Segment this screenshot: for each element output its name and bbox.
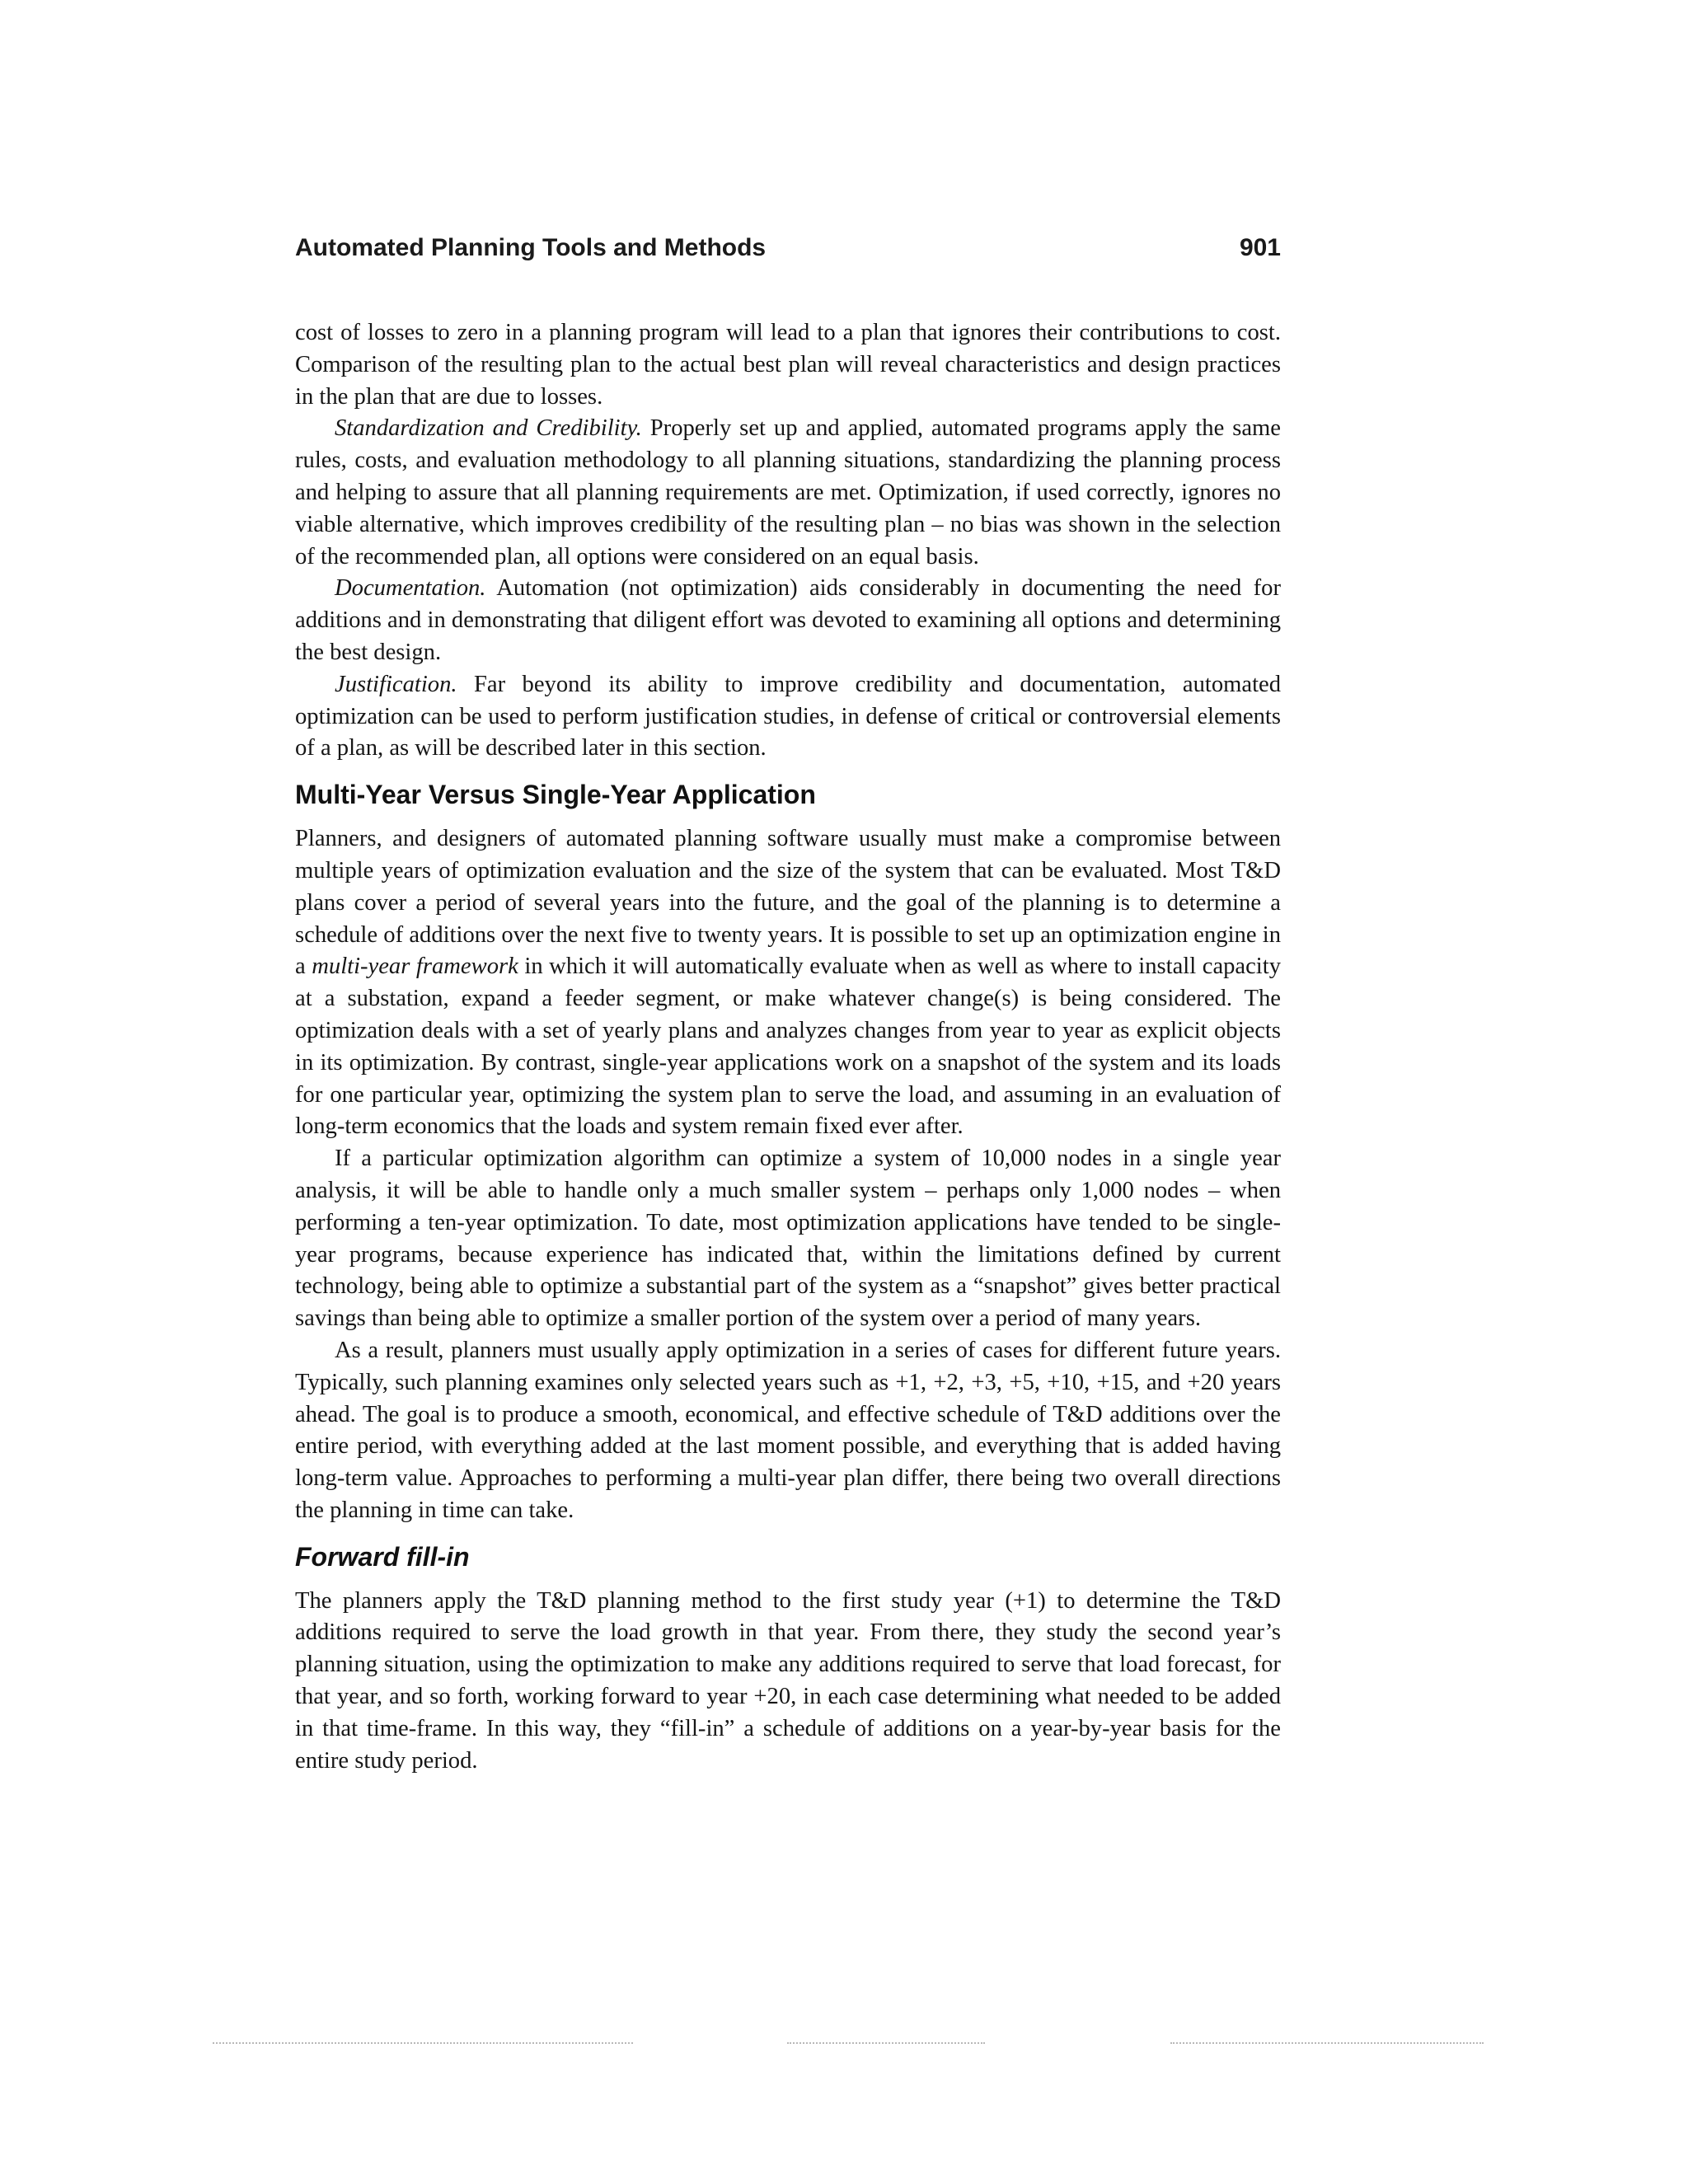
emphasis-text: multi-year framework bbox=[312, 954, 518, 980]
run-in-heading: Justification. bbox=[335, 671, 457, 697]
page-header bbox=[295, 234, 1281, 270]
paragraph-text: Planners, and designers of automated planning software usually must make a compromise between multiple years of optimization evaluation and the size of the system that can be evaluated. Most T&D plans cover a period of several years into the future, and the goal of the planning is to determine a schedule of additions over the next five to twenty years. It is possible to set up an optimization engine in a bbox=[295, 826, 1281, 980]
scan-artifact-line bbox=[1170, 2042, 1484, 2044]
body-paragraph bbox=[295, 413, 1281, 573]
page-number: 901 bbox=[1239, 234, 1281, 261]
body-paragraph bbox=[295, 1143, 1281, 1335]
running-title: Automated Planning Tools and Methods bbox=[295, 234, 767, 261]
body-paragraph bbox=[295, 1335, 1281, 1527]
paragraph-text: As a result, planners must usually apply optimization in a series of cases for different future years. Typically, such planning examines only selected years such as +1, +2, +3, +5, +10, +15, and +20 years ahead. The goal is to produce a smooth, economical, and effective schedule of T&D additions over the entire period, with everything added at the last moment possible, and everything that is added having long-term value. Approaches to performing a multi-year plan differ, there being two overall directions the planning in time can take. bbox=[295, 1337, 1281, 1523]
paragraph-text: in which it will automatically evaluate when as well as where to install capacity at a substation, expand a feeder segment, or make whatever change(s) is being considered. The optimization deals with a set of yearly plans and analyzes changes from year to year as explicit objects in its optimization. By contrast, single-year applications work on a snapshot of the system and its loads for one particular year, optimizing the system plan to serve the load, and assuming in an evaluation of long-term economics that the loads and system remain fixed ever after. bbox=[295, 954, 1281, 1140]
body-paragraph bbox=[295, 573, 1281, 668]
paragraph-text: cost of losses to zero in a planning program will lead to a plan that ignores their contributions to cost. Comparison of the resulting plan to the actual best plan will reveal characteristics and design practices in the plan that are due to losses. bbox=[295, 320, 1281, 410]
scan-artifact-line bbox=[213, 2042, 633, 2044]
paragraph-text: Far beyond its ability to improve credibility and documentation, automated optimization can be used to perform justification studies, in defense of critical or controversial elements of a plan, as will be described later in this section. bbox=[295, 671, 1281, 762]
paragraph-text: The planners apply the T&D planning method to the first study year (+1) to determine the T&D additions required to serve the load growth in that year. From there, they study the second year’s planning situation, using the optimization to make any additions required to serve that load forecast, for that year, and so forth, working forward to year +20, in each case determining what needed to be added in that time-frame. In this way, they “fill-in” a schedule of additions on a year-by-year basis for the entire study period. bbox=[295, 1587, 1281, 1774]
scan-artifact-line bbox=[787, 2042, 985, 2044]
run-in-heading: Standardization and Credibility. bbox=[335, 415, 642, 442]
body-paragraph bbox=[295, 317, 1281, 413]
paragraph-text: If a particular optimization algorithm can optimize a system of 10,000 nodes in a single year analysis, it will be able to handle only a much smaller system – perhaps only 1,000 nodes – when performing a ten-year optimization. To date, most optimization applications have tended to be single-year programs, because experience has indicated that, within the limitations defined by current technology, being able to optimize a substantial part of the system as a “snapshot” gives better practical savings than being able to optimize a smaller portion of the system over a period of many years. bbox=[295, 1146, 1281, 1332]
paragraph-text: Properly set up and applied, automated programs apply the same rules, costs, and evaluation methodology to all planning situations, standardizing the planning process and helping to assure that all planning requirements are met. Optimization, if used correctly, ignores no viable alternative, which improves credibility of the resulting plan – no bias was shown in the selection of the recommended plan, all options were considered on an equal basis. bbox=[295, 415, 1281, 569]
subsection-heading: Forward fill-in bbox=[295, 1541, 470, 1572]
body-paragraph bbox=[295, 669, 1281, 765]
run-in-heading: Documentation. bbox=[335, 575, 486, 602]
section-heading: Multi-Year Versus Single-Year Application bbox=[295, 780, 816, 810]
page-body bbox=[295, 317, 1281, 1777]
paragraph-text: Automation (not optimization) aids considerably in documenting the need for additions and in demonstrating that diligent effort was devoted to examining all options and determining the best design. bbox=[295, 575, 1281, 665]
body-paragraph bbox=[295, 823, 1281, 1143]
body-paragraph bbox=[295, 1586, 1281, 1778]
